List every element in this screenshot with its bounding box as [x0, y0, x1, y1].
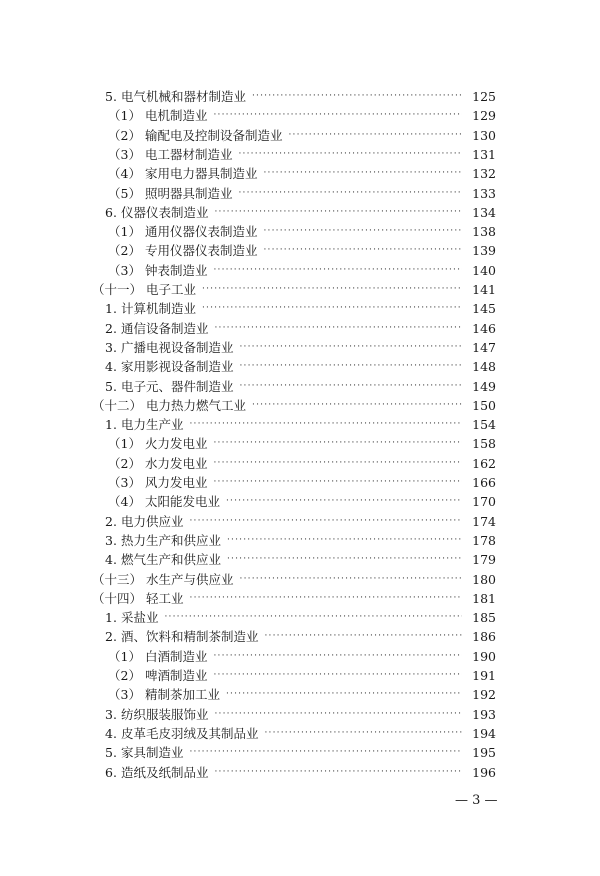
- toc-entry-title: 家用影视设备制造业: [120, 359, 234, 375]
- toc-entry[interactable]: [108, 164, 496, 183]
- toc-entry-number: 6.: [105, 764, 117, 780]
- toc-entry-number: （3）: [108, 262, 141, 278]
- dot-leader: [164, 608, 462, 627]
- toc-entry-title: 燃气生产和供应业: [120, 552, 221, 568]
- toc-entry-page: 140: [472, 262, 496, 278]
- toc-entry-page: 194: [472, 725, 496, 741]
- toc-entry-number: （3）: [108, 475, 141, 490]
- toc-entry[interactable]: [105, 763, 496, 782]
- toc-entry[interactable]: [105, 705, 496, 724]
- toc-entry-number: （2）: [108, 455, 141, 471]
- toc-entry-page: 179: [472, 552, 496, 568]
- dot-leader: [227, 531, 462, 550]
- toc-entry[interactable]: [108, 126, 496, 145]
- toc-entry-number: 4.: [105, 552, 117, 568]
- dot-leader: [263, 241, 462, 260]
- toc-entry-page: 166: [472, 475, 496, 490]
- toc-entry-title: 电气机械和器材制造业: [120, 89, 246, 104]
- toc-entry-title: 电机制造业: [144, 108, 208, 124]
- dot-leader: [213, 454, 462, 473]
- toc-entry[interactable]: [105, 627, 496, 646]
- dot-leader: [214, 319, 462, 338]
- toc-entry-title: 电子元、器件制造业: [120, 378, 234, 394]
- toc-entry-title: 轻工业: [146, 590, 184, 606]
- toc-entry-title: 白酒制造业: [144, 648, 208, 664]
- dot-leader: [239, 338, 462, 357]
- toc-entry-title: 风力发电业: [144, 475, 208, 490]
- toc-entry-page: 180: [472, 571, 496, 587]
- toc-entry-number: 3.: [105, 339, 117, 355]
- dot-leader: [189, 743, 462, 762]
- toc-entry-number: 5.: [105, 745, 117, 761]
- dot-leader: [238, 184, 462, 203]
- toc-entry-page: 154: [472, 417, 496, 433]
- dot-leader: [189, 512, 462, 531]
- toc-entry-title: 水力发电业: [144, 455, 208, 471]
- toc-entry[interactable]: [105, 319, 496, 338]
- dot-leader: [252, 87, 462, 106]
- toc-entry-number: （3）: [108, 146, 141, 162]
- toc-entry-number: （1）: [108, 436, 141, 452]
- dot-leader: [213, 261, 462, 280]
- toc-entry-page: 170: [472, 494, 496, 510]
- toc-entry-number: 3.: [105, 532, 117, 548]
- toc-entry-number: （3）: [108, 687, 141, 703]
- toc-entry-title: 照明器具制造业: [144, 185, 233, 201]
- toc-entry[interactable]: [92, 589, 496, 608]
- toc-entry[interactable]: [105, 203, 496, 222]
- toc-entry[interactable]: [105, 743, 496, 762]
- toc-entry-page: 186: [472, 629, 496, 645]
- dot-leader: [264, 627, 462, 646]
- toc-entry[interactable]: [108, 685, 496, 704]
- toc-entry-number: （十二）: [92, 397, 143, 413]
- toc-entry-number: （十一）: [92, 282, 143, 297]
- toc-entry-title: 家具制造业: [120, 745, 184, 761]
- toc-entry-title: 精制茶加工业: [144, 687, 220, 703]
- toc-entry-title: 水生产与供应业: [146, 571, 234, 587]
- dot-leader: [252, 396, 462, 415]
- toc-entry-title: 采盐业: [120, 610, 159, 626]
- toc-entry[interactable]: [105, 377, 496, 396]
- toc-entry-title: 纺织服装服饰业: [120, 706, 209, 722]
- toc-entry-number: （2）: [108, 127, 141, 143]
- toc-entry-page: 146: [472, 320, 496, 336]
- toc-entry-title: 输配电及控制设备制造业: [144, 127, 283, 143]
- toc-entry-page: 134: [472, 204, 496, 220]
- dot-leader: [226, 492, 462, 511]
- dot-leader: [202, 299, 462, 318]
- toc-entry-page: 191: [472, 668, 496, 683]
- toc-entry-page: 196: [472, 764, 496, 780]
- toc-entry-number: （1）: [108, 224, 141, 240]
- toc-entry-number: （4）: [108, 494, 141, 510]
- dot-leader: [213, 106, 462, 125]
- dot-leader: [214, 203, 462, 222]
- toc-entry-title: 电工器材制造业: [144, 146, 233, 162]
- toc-entry-title: 电力热力燃气工业: [146, 397, 247, 413]
- toc-entry[interactable]: [108, 647, 496, 666]
- toc-entry-page: 145: [472, 301, 496, 317]
- toc-entry[interactable]: [108, 222, 496, 241]
- toc-entry[interactable]: [105, 550, 496, 569]
- dot-leader: [214, 705, 462, 724]
- toc-entry[interactable]: [92, 570, 496, 589]
- dot-leader: [264, 724, 462, 743]
- toc-entry-title: 专用仪器仪表制造业: [144, 243, 258, 259]
- toc-entry-number: （2）: [108, 668, 141, 683]
- toc-entry-number: 2.: [105, 629, 117, 645]
- toc-entry-number: 2.: [105, 320, 117, 336]
- toc-entry[interactable]: [108, 473, 496, 492]
- toc-entry-title: 啤酒制造业: [144, 668, 208, 683]
- toc-entry-title: 酒、饮料和精制茶制造业: [120, 629, 259, 645]
- toc-entry-page: 192: [472, 687, 496, 703]
- dot-leader: [190, 589, 462, 608]
- toc-entry-page: 130: [472, 127, 496, 143]
- toc-entry-number: 4.: [105, 359, 117, 375]
- dot-leader: [239, 377, 462, 396]
- toc-entry-number: 1.: [105, 610, 117, 626]
- toc-entry-number: （4）: [108, 166, 141, 182]
- toc-entry-page: 149: [472, 378, 496, 394]
- toc-entry-page: 138: [472, 224, 496, 240]
- dot-leader: [263, 164, 462, 183]
- toc-entry[interactable]: [105, 338, 496, 357]
- toc-entry[interactable]: [108, 184, 496, 203]
- toc-entry[interactable]: [105, 531, 496, 550]
- toc-entry-page: 129: [472, 108, 496, 124]
- toc-entry-title: 计算机制造业: [120, 301, 196, 317]
- toc-entry[interactable]: [108, 454, 496, 473]
- toc-entry-title: 广播电视设备制造业: [120, 339, 234, 355]
- toc-entry-number: （2）: [108, 243, 141, 259]
- toc-entry[interactable]: [105, 608, 496, 627]
- dot-leader: [239, 357, 462, 376]
- toc-entry-number: （十四）: [92, 590, 143, 606]
- dot-leader: [288, 126, 462, 145]
- toc-entry-page: 133: [472, 185, 496, 201]
- toc-entry-title: 火力发电业: [144, 436, 208, 452]
- toc-entry[interactable]: [105, 415, 496, 434]
- toc-entry-title: 造纸及纸制品业: [120, 764, 209, 780]
- dot-leader: [202, 280, 462, 299]
- toc-entry-page: 185: [472, 610, 496, 626]
- dot-leader: [213, 647, 462, 666]
- toc-entry-page: 195: [472, 745, 496, 761]
- dot-leader: [213, 666, 462, 685]
- dot-leader: [238, 145, 462, 164]
- toc-entry-page: 178: [472, 532, 496, 548]
- toc-entry[interactable]: [92, 280, 496, 299]
- toc-entry-number: 4.: [105, 725, 117, 741]
- toc-entry[interactable]: [105, 724, 496, 743]
- toc-entry-title: 电力生产业: [120, 417, 184, 433]
- dot-leader: [263, 222, 462, 241]
- toc-entry[interactable]: [105, 299, 496, 318]
- toc-entry-page: 162: [472, 455, 496, 471]
- toc-entry-number: 2.: [105, 513, 117, 529]
- page-number: — 3 —: [455, 793, 498, 808]
- toc-entry[interactable]: [108, 492, 496, 511]
- toc-entry[interactable]: [105, 87, 496, 106]
- toc-entry-page: 141: [472, 282, 496, 297]
- dot-leader: [214, 763, 462, 782]
- toc-entry-page: 148: [472, 359, 496, 375]
- toc-entry-page: 150: [472, 397, 496, 413]
- toc-entry-page: 139: [472, 243, 496, 259]
- toc-entry-number: 6.: [105, 204, 117, 220]
- toc-entry-page: 147: [472, 339, 496, 355]
- toc-entry-number: （十三）: [92, 571, 143, 587]
- toc-entry-page: 193: [472, 706, 496, 722]
- toc-entry[interactable]: [108, 145, 496, 164]
- toc-entry[interactable]: [108, 666, 496, 685]
- toc-entry-title: 通用仪器仪表制造业: [144, 224, 258, 240]
- toc-entry-page: 131: [472, 146, 496, 162]
- toc-entry-title: 皮革毛皮羽绒及其制品业: [120, 725, 259, 741]
- toc-entry-page: 174: [472, 513, 496, 529]
- dot-leader: [240, 570, 462, 589]
- dot-leader: [227, 550, 462, 569]
- toc-entry-number: （1）: [108, 648, 141, 664]
- toc-entry-number: 3.: [105, 706, 117, 722]
- toc-entry[interactable]: [108, 261, 496, 280]
- toc-entry-number: （5）: [108, 185, 141, 201]
- toc-entry-title: 仪器仪表制造业: [120, 204, 209, 220]
- toc-entry-page: 190: [472, 648, 496, 664]
- toc-entry-number: 5.: [105, 89, 117, 104]
- toc-entry[interactable]: [108, 434, 496, 453]
- toc-entry-page: 181: [472, 590, 496, 606]
- toc-entry-page: 125: [472, 89, 496, 104]
- toc-entry-title: 家用电力器具制造业: [144, 166, 258, 182]
- toc-entry-title: 钟表制造业: [144, 262, 208, 278]
- toc-entry[interactable]: [105, 512, 496, 531]
- toc-entry-number: 1.: [105, 301, 117, 317]
- toc-entry[interactable]: [108, 241, 496, 260]
- toc-entry-title: 太阳能发电业: [144, 494, 220, 510]
- toc-entry-page: 132: [472, 166, 496, 182]
- toc-entry-number: （1）: [108, 108, 141, 124]
- toc-entry[interactable]: [108, 106, 496, 125]
- toc-entry-number: 5.: [105, 378, 117, 394]
- toc-entry-number: 1.: [105, 417, 117, 433]
- toc-entry-title: 通信设备制造业: [120, 320, 209, 336]
- toc-entry[interactable]: [92, 396, 496, 415]
- dot-leader: [213, 434, 462, 453]
- dot-leader: [189, 415, 462, 434]
- dot-leader: [213, 473, 462, 492]
- toc-entry-title: 热力生产和供应业: [120, 532, 221, 548]
- toc-entry-title: 电力供应业: [120, 513, 184, 529]
- toc-entry[interactable]: [105, 357, 496, 376]
- dot-leader: [226, 685, 462, 704]
- toc-entry-page: 158: [472, 436, 496, 452]
- toc-entry-title: 电子工业: [146, 282, 197, 297]
